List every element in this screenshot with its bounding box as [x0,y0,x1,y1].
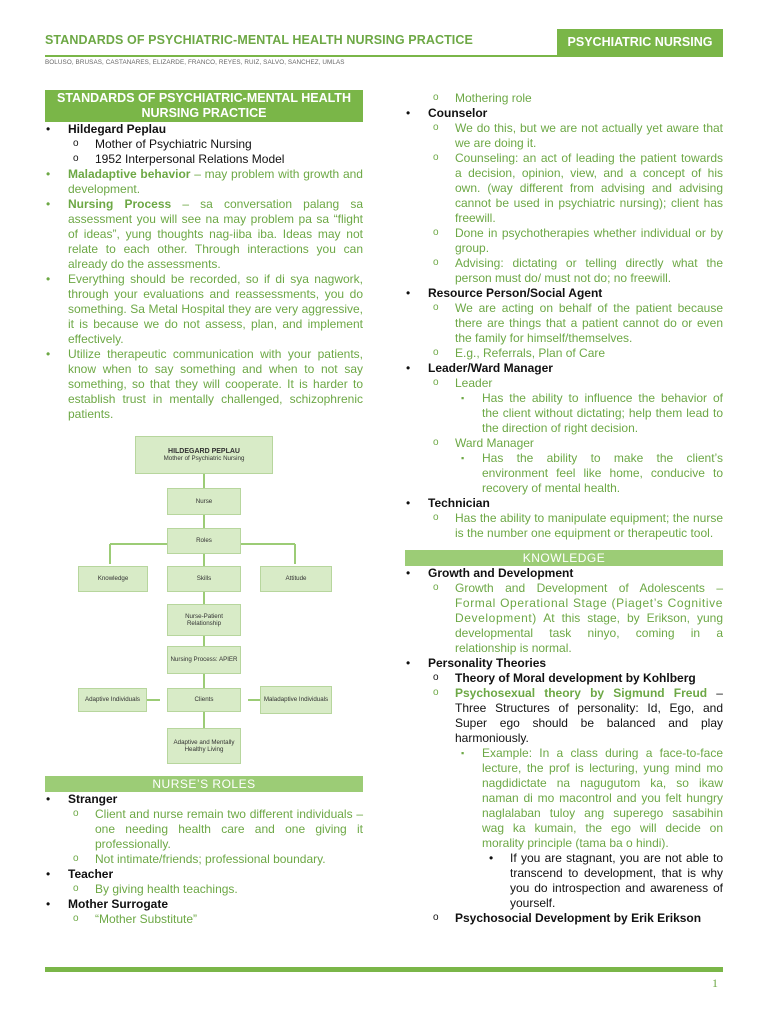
list-item: o Growth and Development of Adolescents – Formal Operational Stage (Piaget’s Cognitive Development) At this stage, by Erikson, yung developmental task ninyo, coming in a relationship is normal. [405,581,723,656]
list-item: o Not intimate/friends; professional boundary. [45,852,363,867]
page-number: 1 [712,976,718,990]
list-item: o Psychosexual theory by Sigmund Freud – Three Structures of personality: Id, Ego, and Super ego should be balanced and play harmoniously. [405,686,723,746]
diagram-box-roles: Roles [167,528,241,554]
diagram-box-clients: Clients [167,688,241,712]
list-item: o Mother of Psychiatric Nursing [45,137,363,152]
diagram-box-adaptive: Adaptive Individuals [78,688,147,712]
list-item: o Has the ability to manipulate equipment; the nurse is the number one equipment or therapeutic tool. [405,511,723,541]
roles-list [45,792,363,927]
diagram-box-maladaptive: Maladaptive Individuals [260,686,332,714]
section-title-knowledge: KNOWLEDGE [405,550,723,566]
diagram-box-knowledge: Knowledge [78,566,148,592]
list-item: o Client and nurse remain two different individuals – one needing health care and one giving it professionally. [45,807,363,852]
list-item: o Counseling: an act of leading the patient towards a decision, opinion, view, and a concept of his own. (way different from advising and advising cannot be used in psychiatric nursing); client has freewill. [405,151,723,226]
right-column [405,91,723,926]
list-item: ▪ Has the ability to influence the behavior of the client without dictating; help them lead to the direction of right decision. [405,391,723,436]
list-item: o Done in psychotherapies whether individual or by group. [405,226,723,256]
list-item: o We are acting on behalf of the patient because there are things that a patient cannot do or even the family for himself/themselves. [405,301,723,346]
list-item: o Theory of Moral development by Kohlberg [405,671,723,686]
list-item: o “Mother Substitute” [45,912,363,927]
diagram-box-peplau: HILDEGARD PEPLAU Mother of Psychiatric Nursing [135,436,273,474]
list-item: • Growth and Development [405,566,723,581]
list-item: o Ward Manager [405,436,723,451]
list-item: o E.g., Referrals, Plan of Care [405,346,723,361]
roles-list-continued [405,91,723,541]
diagram-box-attitude: Attitude [260,566,332,592]
diagram-box-relationship: Nurse-Patient Relationship [167,604,241,636]
diagram-box-nurse: Nurse [167,488,241,515]
list-item: • Teacher [45,867,363,882]
knowledge-list [405,566,723,926]
list-item: • Leader/Ward Manager [405,361,723,376]
footer-rule [45,967,723,972]
authors-line: BOLUSO, BRUSAS, CASTANARES, ELIZARDE, FRANCO, REYES, RUIZ, SALVO, SANCHEZ, UMLAS [45,59,345,66]
list-item: • Stranger [45,792,363,807]
list-item: • Hildegard Peplau [45,122,363,137]
list-item: • Personality Theories [405,656,723,671]
list-item: • Technician [405,496,723,511]
list-item: • Counselor [405,106,723,121]
left-column [45,90,363,927]
list-item: • Resource Person/Social Agent [405,286,723,301]
page-header-title: STANDARDS OF PSYCHIATRIC-MENTAL HEALTH NURSING PRACTICE [45,33,473,47]
list-item: o Psychosocial Development by Erik Erikson [405,911,723,926]
list-item: o By giving health teachings. [45,882,363,897]
list-item: o Advising: dictating or telling directly what the person must do/ must not do; no freewill. [405,256,723,286]
diagram-box-skills: Skills [167,566,241,592]
list-item: • Everything should be recorded, so if di sya nagwork, through your evaluations and reassessments, you do something. Sa Metal Hospital they are very aggressive, it is because we do not assess, plan, and implement effectively. [45,272,363,347]
diagram-box-process: Nursing Process: APIER [167,646,241,674]
peplau-diagram [45,436,363,774]
list-item: ▪ Has the ability to make the client’s environment feel like home, conducive to recovery of mental health. [405,451,723,496]
list-item: o 1952 Interpersonal Relations Model [45,152,363,167]
list-item: o Leader [405,376,723,391]
list-item: ▪ Example: In a class during a face-to-face lecture, the prof is lecturing, yung mind mo nagdidictate na nagugutom ka, so ikaw naman di mo macontrol and you felt hungry naglalaban tuloy ang superego sasabihin wag ka kumain, the ego will decide on morality principle (tama ba o hindi). [405,746,723,851]
header-rule [45,55,723,57]
section-title-standards: STANDARDS OF PSYCHIATRIC-MENTAL HEALTH NURSING PRACTICE [45,90,363,122]
peplau-list [45,122,363,422]
section-title-nurses-roles: NURSE’S ROLES [45,776,363,792]
header-badge: PSYCHIATRIC NURSING [557,29,723,55]
list-item: • Utilize therapeutic communication with your patients, know when to say something and when to not say something, so that they will cooperate. It is harder to establish trust in mentally challenged, schizophrenic patients. [45,347,363,422]
list-item: • Nursing Process – sa conversation palang sa assessment you will see na may problem pa sa “flight of ideas”, yung thoughts nag-iiba iba. Ideas may not relate to each other. Through interactions you can already do the assessments. [45,197,363,272]
list-item: • Mother Surrogate [45,897,363,912]
list-item: o Mothering role [405,91,723,106]
list-item: o We do this, but we are not actually yet aware that we are doing it. [405,121,723,151]
list-item: • Maladaptive behavior – may problem with growth and development. [45,167,363,197]
diagram-box-outcome: Adaptive and Mentally Healthy Living [167,728,241,764]
list-item: • If you are stagnant, you are not able to transcend to development, that is why you do introspection and awareness of yourself. [405,851,723,911]
